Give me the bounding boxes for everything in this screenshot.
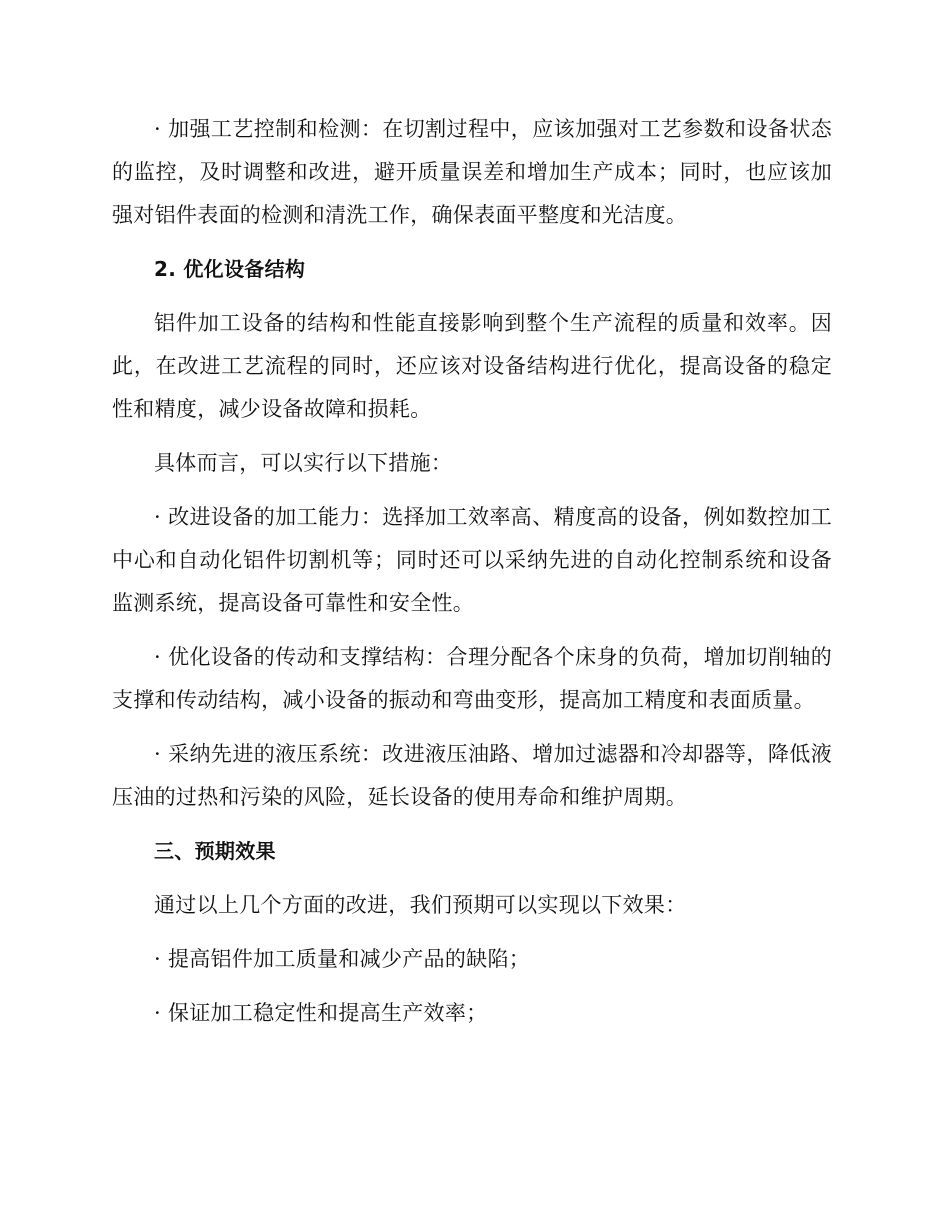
section-heading-optimize-equipment: 2. 优化设备结构: [154, 257, 306, 281]
paragraph-equipment-structure: 铝件加工设备的结构和性能直接影响到整个生产流程的质量和效率。因此，在改进工艺流程的同时，还应该对设备结构进行优化，提高设备的稳定性和精度，减少设备故障和损耗。: [112, 311, 832, 421]
bullet-transmission-support: · 优化设备的传动和支撑结构：合理分配各个床身的负荷，增加切削轴的支撑和传动结构，减小设备的振动和弯曲变形，提高加工精度和表面质量。: [112, 645, 832, 712]
bullet-process-control: · 加强工艺控制和检测：在切割过程中，应该加强对工艺参数和设备状态的监控，及时调整和改进，避开质量误差和增加生产成本；同时，也应该加强对铝件表面的检测和清洗工作，确保表面平整度和光洁度。: [112, 117, 832, 227]
section-heading-expected-results: 三、预期效果: [154, 839, 276, 863]
paragraph-expected-intro: 通过以上几个方面的改进，我们预期可以实现以下效果：: [154, 893, 687, 917]
paragraph-measures-intro: 具体而言，可以实行以下措施：: [154, 451, 453, 475]
document-body: [112, 108, 832, 1035]
bullet-stability-efficiency: · 保证加工稳定性和提高生产效率；: [154, 1001, 488, 1025]
bullet-quality-improvement: · 提高铝件加工质量和减少产品的缺陷；: [154, 947, 531, 971]
bullet-hydraulic-system: · 采纳先进的液压系统：改进液压油路、增加过滤器和冷却器等，降低液压油的过热和污染的风险，延长设备的使用寿命和维护周期。: [112, 742, 832, 809]
bullet-machining-capability: · 改进设备的加工能力：选择加工效率高、精度高的设备，例如数控加工中心和自动化铝件切割机等；同时还可以采纳先进的自动化控制系统和设备监测系统，提高设备可靠性和安全性。: [112, 505, 832, 615]
